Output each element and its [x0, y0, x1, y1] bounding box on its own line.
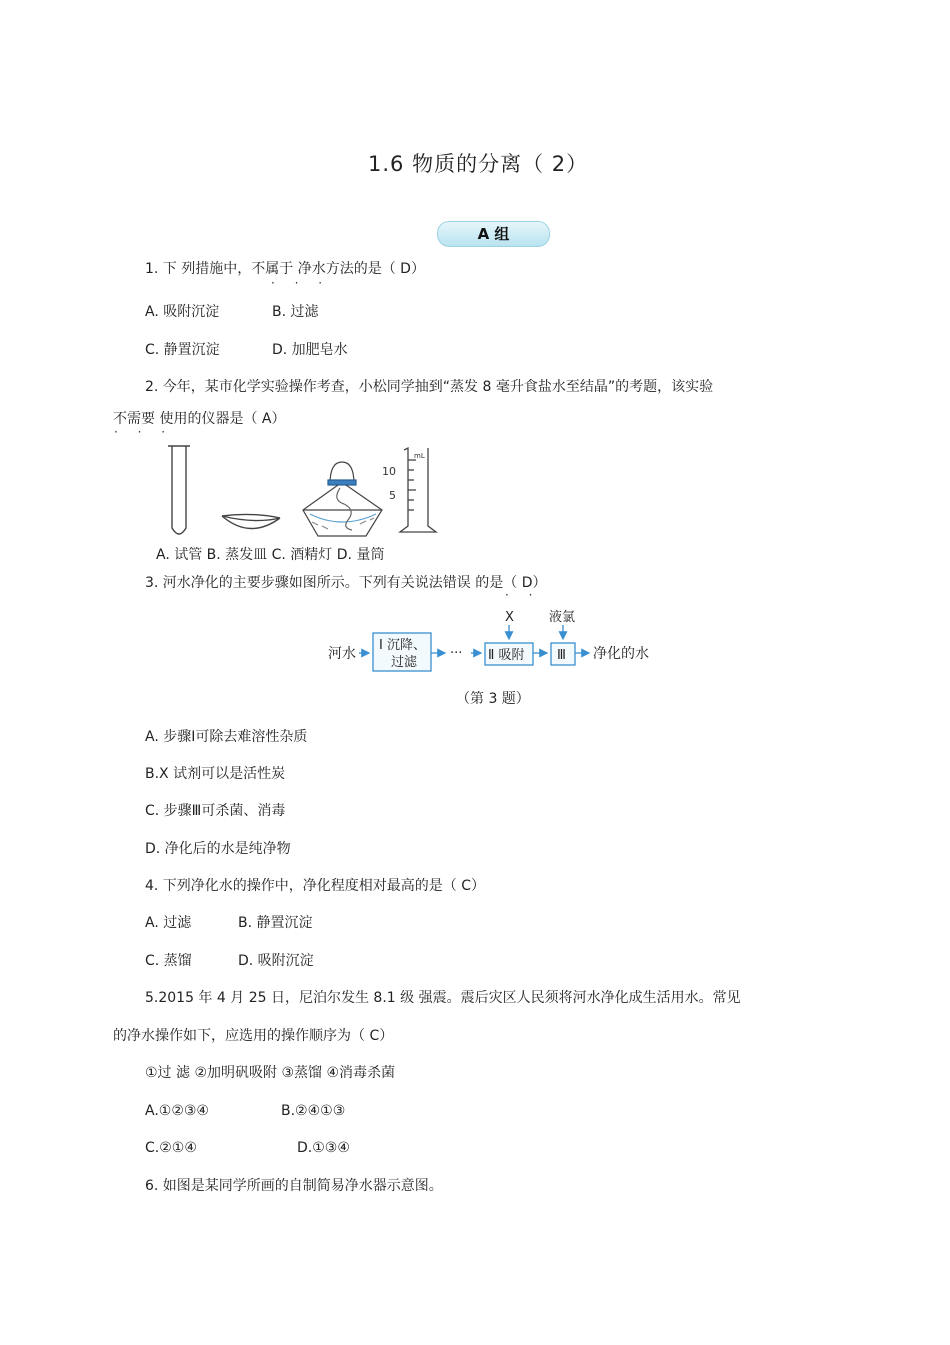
q2-caption: A. 试管 B. 蒸发皿 C. 酒精灯 D. 量筒 [156, 547, 385, 563]
flow-source: 河水 [328, 646, 356, 662]
q3-option-a: A. 步骤Ⅰ可除去难溶性杂质 [145, 729, 308, 745]
q1-option-d: D. 加肥皂水 [272, 342, 348, 358]
alcohol-lamp-image [303, 462, 382, 536]
q4-option-c: C. 蒸馏 [145, 953, 192, 969]
q3-option-b: B.X 试剂可以是活性炭 [145, 766, 286, 782]
q3-option-c: C. 步骤Ⅲ可杀菌、消毒 [145, 803, 286, 819]
purification-flow-diagram [325, 605, 655, 677]
q4-option-d: D. 吸附沉淀 [238, 953, 314, 969]
page-title: 1.6 物质的分离（ 2） [368, 152, 589, 176]
q4-stem: 4. 下列净化水的操作中，净化程度相对最高的是（ C） [145, 878, 486, 894]
cylinder-label-5: 5 [389, 489, 396, 502]
q1-option-c: C. 静置沉淀 [145, 342, 220, 358]
q3-option-d: D. 净化后的水是纯净物 [145, 841, 291, 857]
apparatus-figure [160, 444, 450, 544]
cylinder-unit: mL [414, 452, 425, 460]
q5-line2: 的净水操作如下，应选用的操作顺序为（ C） [113, 1028, 394, 1044]
q1-emphasis-dots: · · · [271, 276, 331, 290]
flow-x-label: X [505, 610, 514, 625]
flow-output: 净化的水 [593, 646, 649, 662]
q5-option-a: A.①②③④ [145, 1103, 209, 1119]
q4-option-b: B. 静置沉淀 [238, 915, 313, 931]
q3-emphasis-dots: · · [505, 588, 541, 602]
flow-chlorine-label: 液氯 [549, 610, 576, 625]
group-badge: A 组 [437, 221, 550, 247]
q2-emphasis-dots: · · · [114, 425, 174, 439]
q1-option-a: A. 吸附沉淀 [145, 304, 220, 320]
q5-line1: 5.2015 年 4 月 25 日，尼泊尔发生 8.1 级 强震。震后灾区人民须将河水净化成生活用水。常见 [145, 990, 741, 1006]
graduated-cylinder-image [400, 448, 436, 532]
flow-step2: Ⅱ 吸附 [488, 648, 525, 663]
q2-line2: 不需要 使用的仪器是（ A） [113, 411, 286, 427]
evaporating-dish-image [222, 514, 280, 528]
flow-step3: Ⅲ [557, 648, 566, 663]
flow-step1-line1: Ⅰ 沉降、 [379, 638, 426, 653]
q1-stem: 1. 下 列措施中，不属于 净水方法的是（ D） [145, 261, 425, 277]
test-tube-image [168, 446, 190, 534]
flow-ellipsis: ··· [450, 646, 463, 661]
q5-option-c: C.②①④ [145, 1140, 197, 1156]
q4-option-a: A. 过滤 [145, 915, 192, 931]
q1-option-b: B. 过滤 [272, 304, 319, 320]
flow-step1-line2: 过滤 [391, 655, 418, 670]
q3-stem: 3. 河水净化的主要步骤如图所示。下列有关说法错误 的是（ D） [145, 575, 547, 591]
cylinder-label-10: 10 [382, 465, 396, 478]
q5-option-b: B.②④①③ [281, 1103, 346, 1119]
q6-stem: 6. 如图是某同学所画的自制简易净水器示意图。 [145, 1178, 443, 1194]
q2-line1: 2. 今年，某市化学实验操作考查，小松同学抽到“蒸发 8 毫升食盐水至结晶”的考题，该实验 [145, 379, 714, 395]
q3-caption: （第 3 题） [456, 691, 530, 707]
q5-option-d: D.①③④ [297, 1140, 350, 1156]
q5-operations: ①过 滤 ②加明矾吸附 ③蒸馏 ④消毒杀菌 [145, 1065, 396, 1081]
